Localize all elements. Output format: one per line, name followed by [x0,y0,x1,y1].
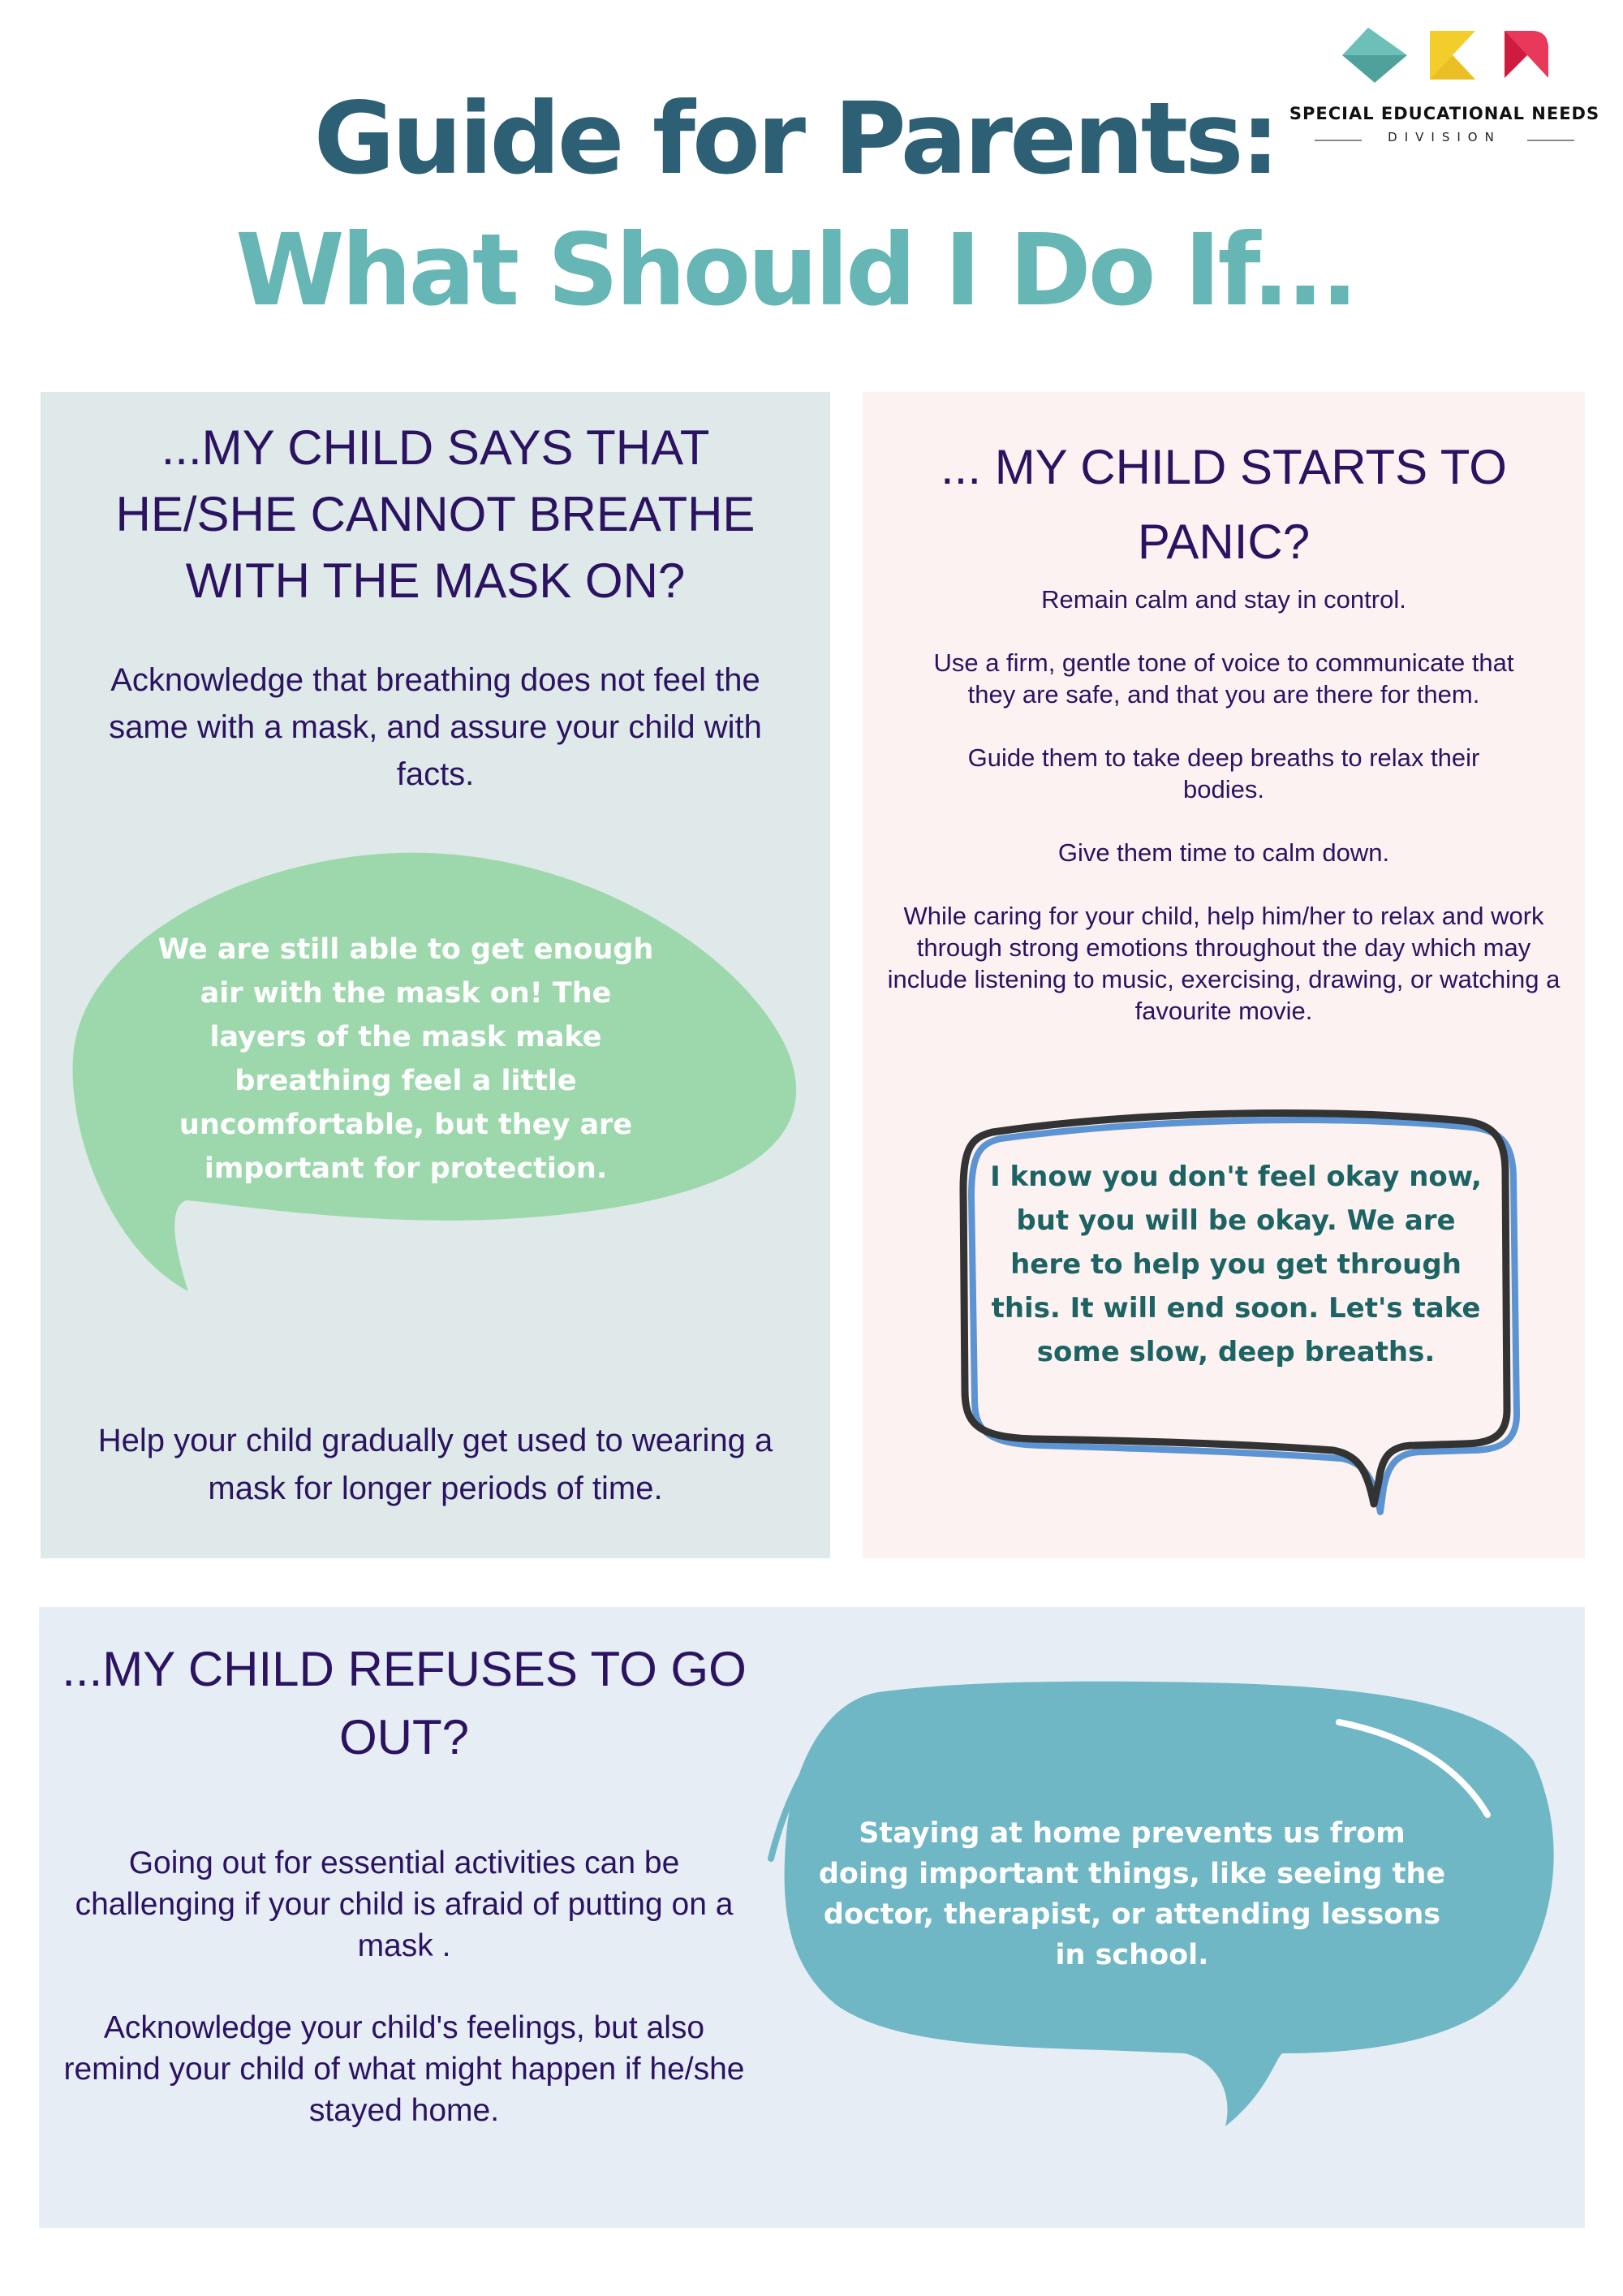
heading-line: ...MY CHILD SAYS THAT [161,420,710,475]
section-paragraph: Acknowledge your child's feelings, but also remind your child of what might happen if he/she stayed home. [63,2010,745,2128]
heading-line: ...MY CHILD REFUSES TO GO [62,1642,747,1696]
panic-step: Use a firm, gentle tone of voice to communicate that they are safe, and that you are there for them. [933,648,1514,709]
section-paragraph: Going out for essential activities can be challenging if your child is afraid of putting on a mask . [75,1846,734,1963]
panic-step: Guide them to take deep breaths to relax their bodies. [967,743,1480,803]
bubble-text: I know you don't feel okay now, but you will be okay. We are here to help you get through this. It will end soon. Let's take some slow, deep breaths. [990,1161,1482,1368]
heading-line: HE/SHE CANNOT BREATHE [115,487,756,541]
bubble-text: Staying at home prevents us from doing important things, like seeing the doctor, therapist, or attending lessons in school. [818,1817,1446,1971]
section-heading [879,430,1569,579]
bubble-text: We are still able to get enough air with the mask on! The layers of the mask make breathing feel a little uncomfortable, but they are important for protection. [157,933,654,1185]
logo-org-name: SPECIAL EDUCATIONAL NEEDS [1289,104,1600,123]
section-refuses-to-go-out [39,1607,1585,2228]
logo-shapes-icon [1339,24,1550,89]
panic-step: Give them time to calm down. [1057,838,1390,867]
panic-step: Remain calm and stay in control. [1041,585,1406,614]
panic-step: While caring for your child, help him/her to relax and work through strong emotions throughout the day which may include listening to music, exercising, drawing, or watching a favourite movie. [887,902,1561,1025]
section-heading [73,415,798,614]
logo-division-label: DIVISION [1388,130,1501,144]
panic-steps [875,584,1573,1027]
heading-line: OUT? [338,1710,470,1764]
heading-line: ... MY CHILD STARTS TO [941,440,1507,494]
heading-line: WITH THE MASK ON? [185,554,686,608]
section-paragraph: Acknowledge that breathing does not feel the same with a mask, and assure your child with facts. [109,662,762,792]
section-cannot-breathe [41,392,830,1558]
page-title: Guide for Parents: [313,81,1277,196]
section-paragraph: Help your child gradually get used to wearing a mask for longer periods of time. [97,1423,773,1506]
section-starts-to-panic [863,392,1585,1558]
heading-line: PANIC? [1137,515,1311,569]
page-subtitle: What Should I Do If... [235,213,1355,328]
section-heading [39,1635,769,1772]
